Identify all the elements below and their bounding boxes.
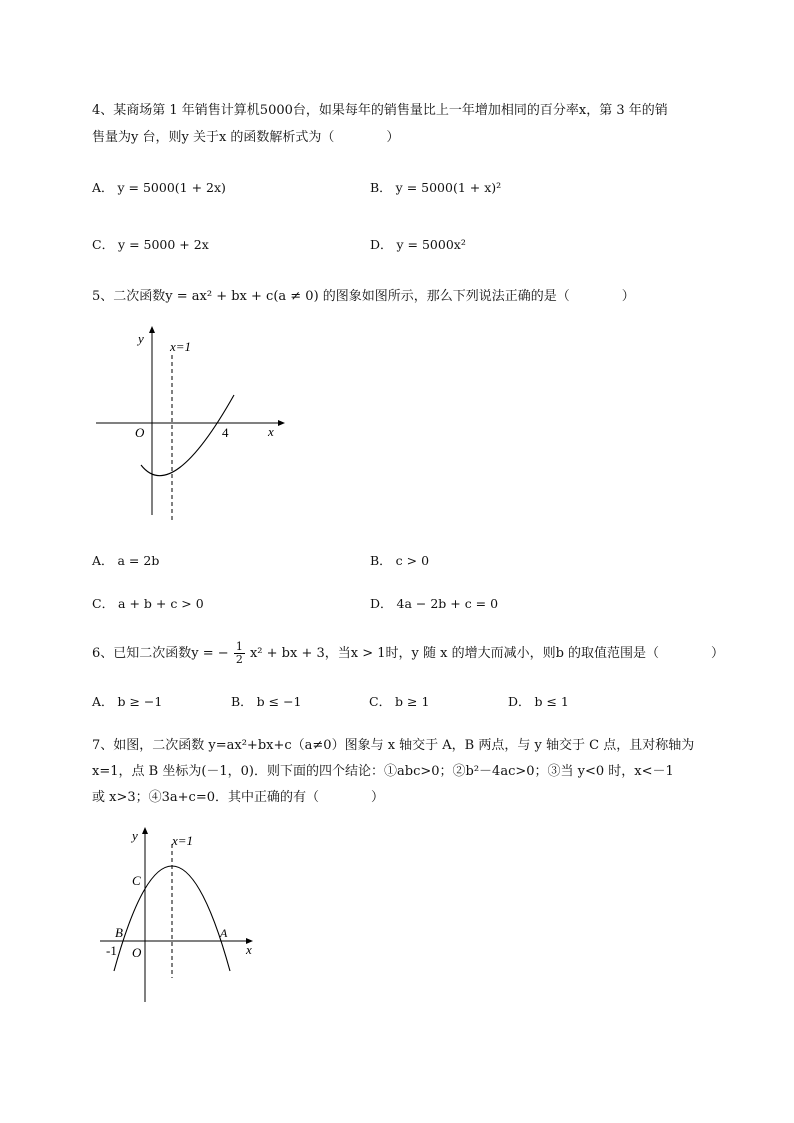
q7-point-a-label: A [220, 926, 228, 940]
q4-option-d[interactable]: D． y = 5000x² [370, 237, 466, 252]
q7-y-axis-arrow [142, 827, 148, 834]
q5-parabola-curve [141, 395, 234, 476]
q6-option-c[interactable]: C． b ≥ 1 [369, 694, 430, 709]
q7-line3: 或 x>3；④3a+c=0．其中正确的有（ ） [92, 790, 384, 805]
q4-line2: 售量为y 台，则y 关于x 的函数解析式为（ ） [92, 130, 400, 145]
q7-origin-label: O [132, 945, 142, 960]
q7-point-b-label: B [115, 925, 123, 940]
q4-option-c[interactable]: C． y = 5000 + 2x [92, 237, 209, 252]
q4-option-a[interactable]: A． y = 5000(1 + 2x) [92, 180, 226, 195]
q5-line1: 5、二次函数y = ax² + bx + c(a ≠ 0) 的图象如图所示，那么下列说法正确的是（ ） [92, 289, 635, 304]
q5-origin-label: O [135, 425, 145, 440]
q7-symmetry-label: x=1 [172, 833, 194, 848]
q5-option-c[interactable]: C． a + b + c > 0 [92, 596, 204, 611]
q5-y-label: y [138, 331, 144, 346]
q6-line1 [92, 641, 724, 666]
q5-x-label: x [268, 424, 274, 439]
q6-frac-den: 2 [235, 653, 243, 666]
q5-option-b[interactable]: B． c > 0 [370, 553, 430, 568]
q5-y-axis-arrow [149, 326, 155, 333]
q7-line1: 7、如图，二次函数 y=ax²+bx+c（a≠0）图象与 x 轴交于 A，B 两点，与 y 轴交于 C 点，且对称轴为 [92, 738, 695, 753]
q7-line2: x=1，点 B 坐标为(－1，0)．则下面的四个结论：①abc>0；②b²－4ac>0；③当 y<0 时，x<－1 [92, 764, 674, 779]
q6-option-b[interactable]: B． b ≤ −1 [231, 694, 302, 709]
q4-line1: 4、某商场第 1 年销售计算机5000台，如果每年的销售量比上一年增加相同的百分率x，第 3 年的销 [92, 103, 668, 118]
q4-option-b[interactable]: B． y = 5000(1 + x)² [370, 180, 502, 195]
q6-option-d[interactable]: D． b ≤ 1 [508, 694, 569, 709]
q5-parabola-figure [90, 325, 290, 530]
q7-x-label: x [246, 942, 252, 957]
q6-option-a[interactable]: A． b ≥ −1 [92, 694, 163, 709]
q7-y-label: y [132, 828, 138, 843]
q6-text-a: 6、已知二次函数y = − [92, 646, 229, 661]
q7-parabola-figure [100, 826, 265, 1006]
q5-option-a[interactable]: A． a = 2b [92, 553, 160, 568]
q6-frac-num: 1 [235, 640, 243, 653]
q5-root-label: 4 [222, 425, 229, 440]
q5-x-axis-arrow [278, 420, 285, 426]
q6-fraction [234, 641, 245, 666]
q5-option-d[interactable]: D． 4a − 2b + c = 0 [370, 596, 499, 611]
q7-point-c-label: C [132, 873, 141, 888]
q7-neg1-label: -1 [106, 943, 117, 958]
q6-text-b: x² + bx + 3，当x > 1时，y 随 x 的增大而减小，则b 的取值范围是（ ） [249, 646, 725, 661]
q5-symmetry-label: x=1 [170, 339, 192, 354]
